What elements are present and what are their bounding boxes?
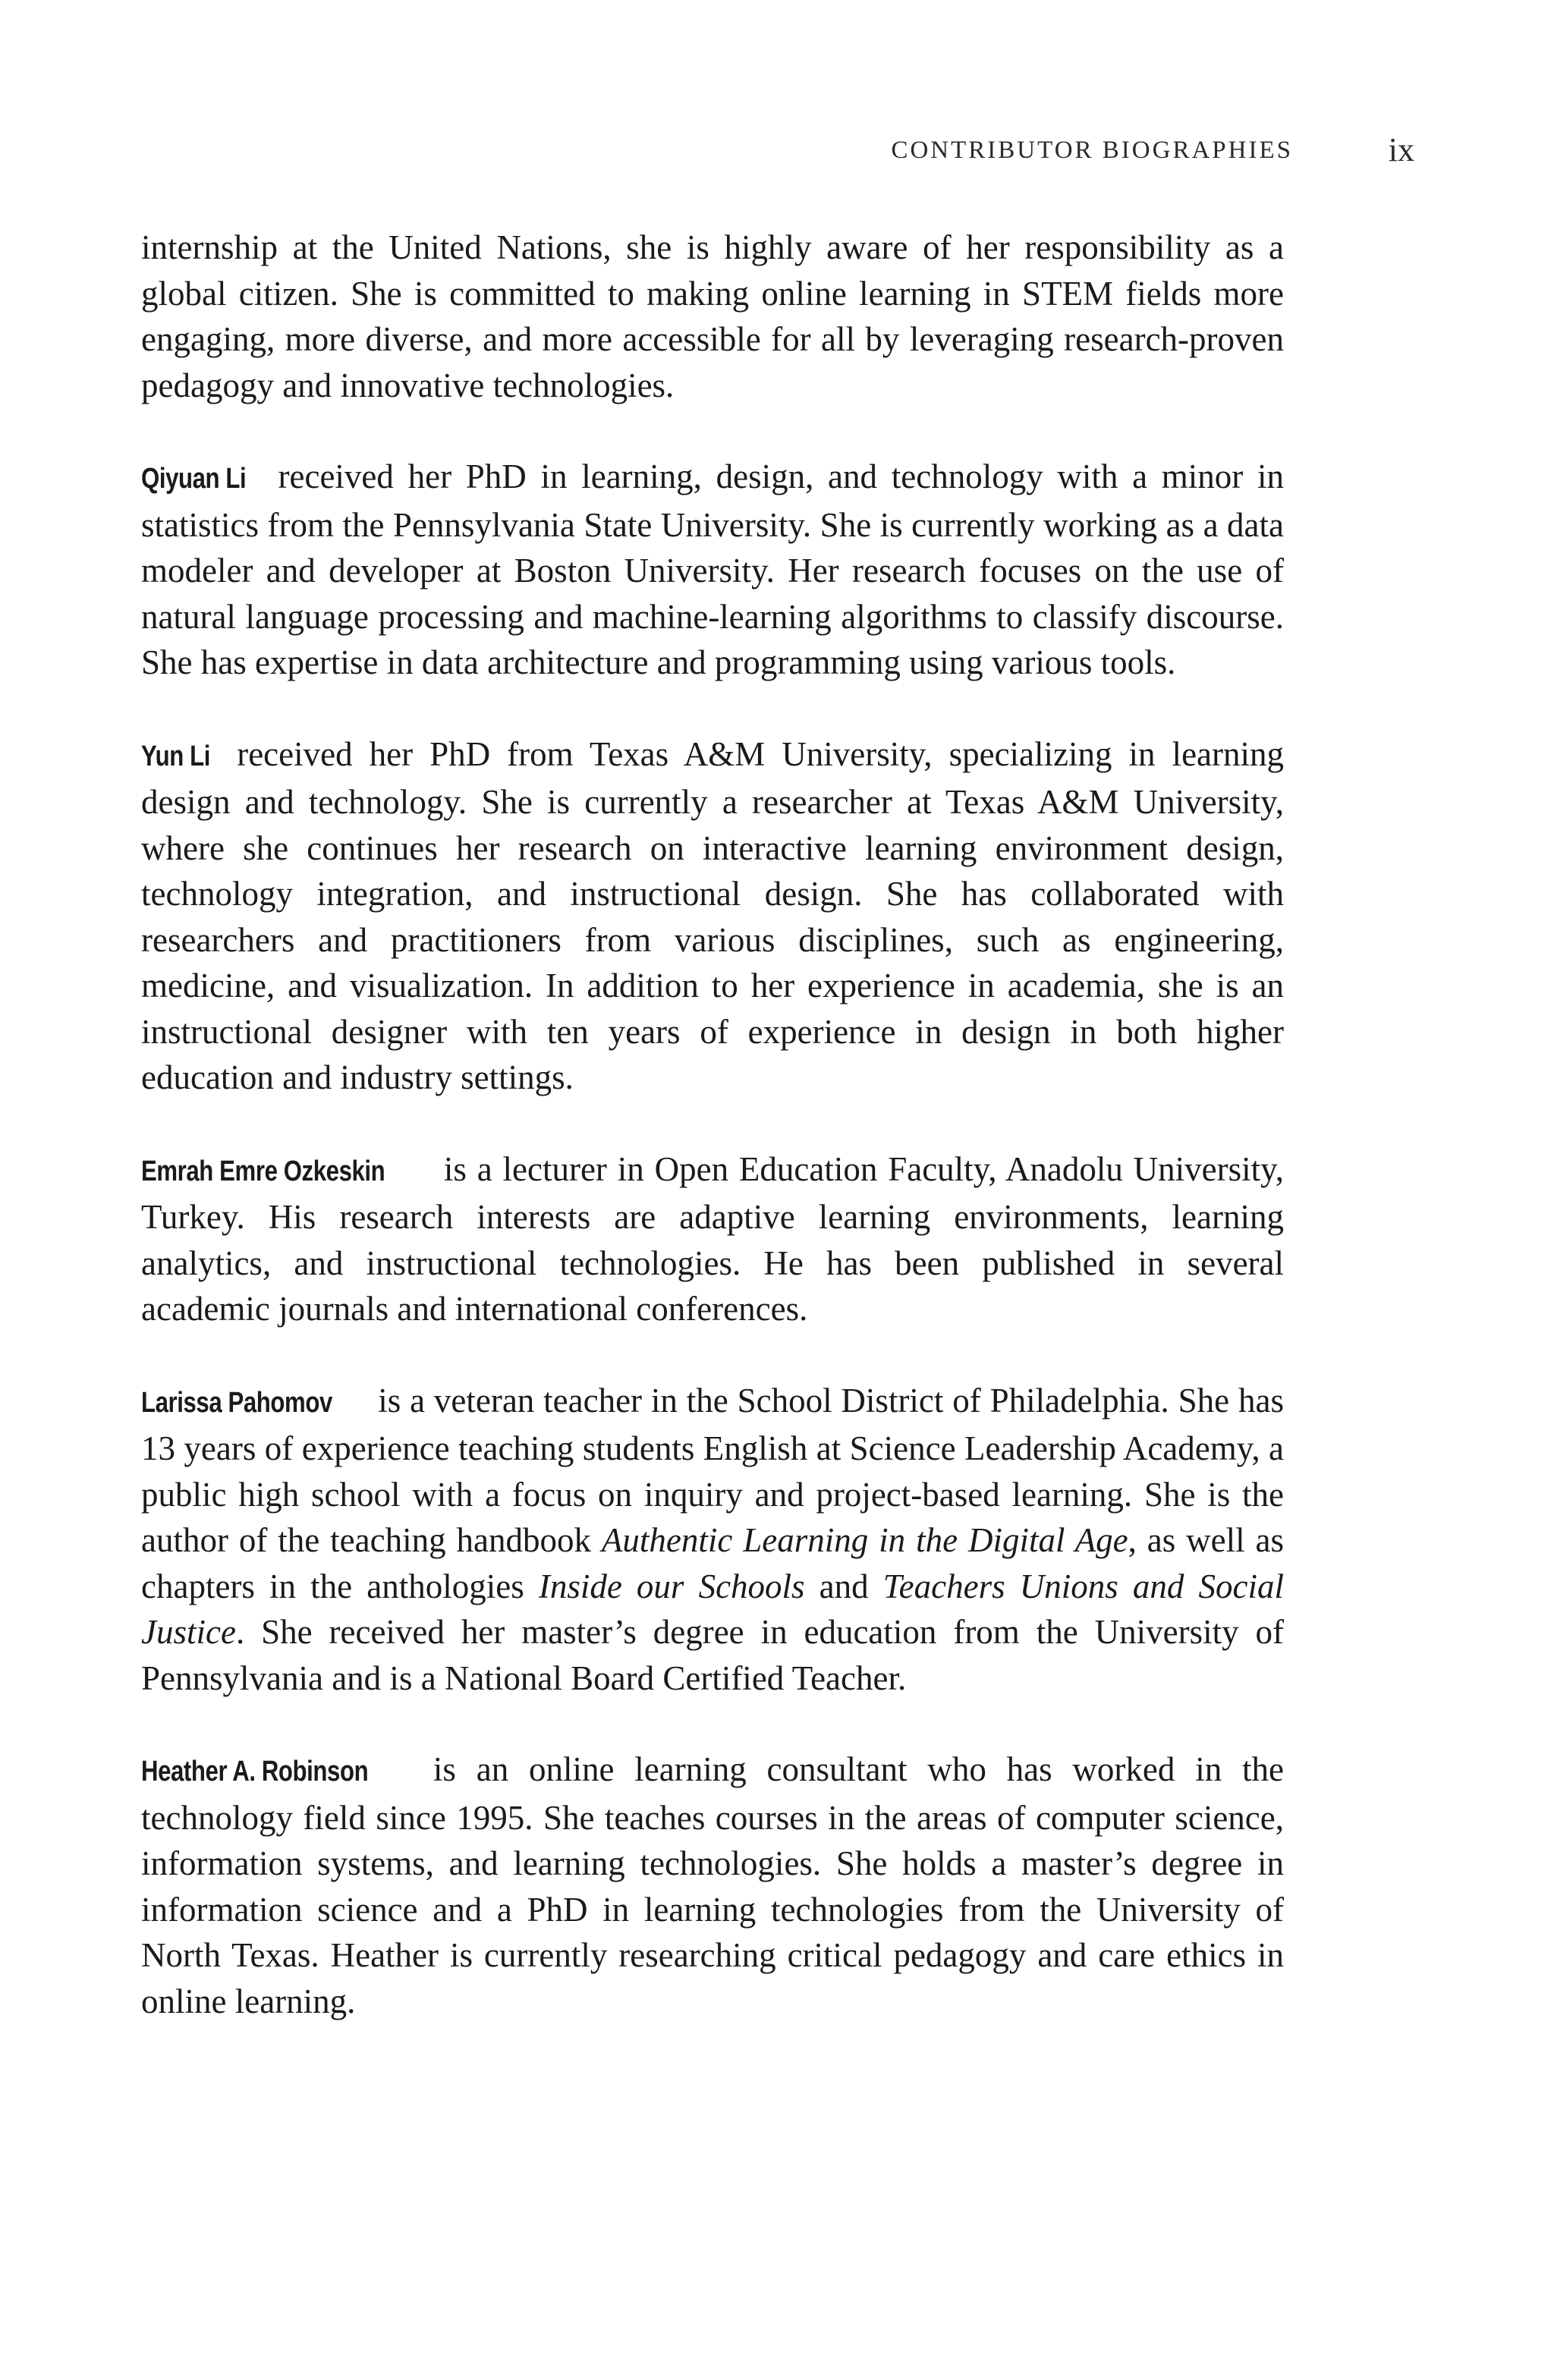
- bio-text: is a veteran teacher in the School District of Philadelphia. She has 13 years of experience teaching students English at Science Leadership Academy, a public high school with a focus on inquiry and project-based learning. She is the author of the teaching handbook: [141, 1381, 1284, 1559]
- contributor-name: Yun Li: [141, 740, 211, 772]
- bio-emrah-emre-ozkeskin: [141, 1146, 1284, 1332]
- bio-yun-li: [141, 731, 1284, 1101]
- contributor-name: Qiyuan Li: [141, 463, 247, 495]
- continuation-paragraph: internship at the United Nations, she is highly aware of her responsibility as a global citizen. She is committed to making online learning in STEM fields more engaging, more diverse, and more accessible for all by leveraging research-proven pedagogy and innovative technologies.: [141, 228, 1284, 404]
- running-title: CONTRIBUTOR BIOGRAPHIES: [891, 137, 1293, 164]
- page-number: ix: [1388, 131, 1414, 168]
- contributor-name: Larissa Pahomov: [141, 1386, 332, 1419]
- bio-text: . She received her master’s degree in education from the University of Pennsylvania and is a National Board Certified Teacher.: [141, 1613, 1284, 1697]
- bio-text: received her PhD in learning, design, and technology with a minor in statistics from the Pennsylvania State University. She is currently working as a data modeler and developer at Boston University. Her research focuses on the use of natural language processing and machine-learning algorithms to classify discourse. She has expertise in data architecture and programming using various tools.: [141, 457, 1284, 681]
- bio-larissa-pahomov: [141, 1378, 1284, 1702]
- bio-qiyuan-li: [141, 454, 1284, 686]
- book-title: Teachers Unions and Social Justice: [141, 1567, 1284, 1651]
- bio-text: and: [804, 1567, 883, 1605]
- bio-text: received her PhD from Texas A&M University, specializing in learning design and technology. She is currently a researcher at Texas A&M University, where she continues her research on interactive learning environment design, technology integration, and instructional design. She has collaborated with researchers and practitioners from various disciplines, such as engineering, medicine, and visualization. In addition to her experience in academia, she is an instructional designer with ten years of experience in design in both higher education and industry settings.: [141, 734, 1284, 1096]
- running-head: [141, 130, 1414, 176]
- bio-text: , as well as chapters in the anthologies: [141, 1521, 1284, 1605]
- bio-text: is a lecturer in Open Education Faculty, Anadolu University, Turkey. His research interests are adaptive learning environments, learning analytics, and instructional technologies. He has been published in several academic journals and international conferences.: [141, 1149, 1284, 1328]
- page-body: [141, 225, 1284, 2070]
- bio-text: is an online learning consultant who has worked in the technology field since 1995. She teaches courses in the areas of computer science, information systems, and learning technologies. She holds a master’s degree in information science and a PhD in learning technologies from the University of North Texas. Heather is currently researching critical pedagogy and care ethics in online learning.: [141, 1750, 1284, 2020]
- bio-heather-a-robinson: [141, 1746, 1284, 2024]
- book-title: Inside our Schools: [538, 1567, 805, 1605]
- contributor-name: Emrah Emre Ozkeskin: [141, 1155, 385, 1187]
- book-title: Authentic Learning in the Digital Age: [601, 1521, 1128, 1559]
- contributor-name: Heather A. Robinson: [141, 1756, 369, 1787]
